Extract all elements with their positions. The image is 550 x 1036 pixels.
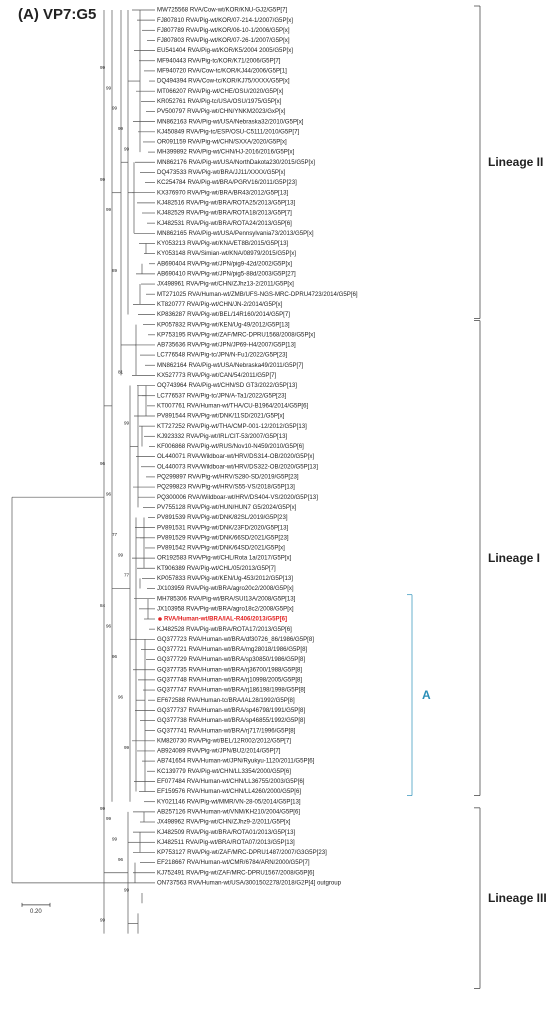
bootstrap-value: 96 — [112, 653, 118, 659]
lineage-label: Lineage III — [488, 891, 547, 906]
leaf-label: MW725568 RVA/Cow-wt/KOR/KNU-GJ2/G5P[7] — [157, 6, 288, 14]
lineage-label: Lineage II — [488, 155, 544, 170]
leaf-label: KJ482529 RVA/Pig-wt/BRA/ROTA18/2013/G5P[7] — [157, 209, 292, 217]
leaf-label: AB741654 RVA/Human-wt/JPN/Ryukyu-1120/2011/G5P[6] — [157, 757, 315, 765]
leaf-label: GQ377737 RVA/Human-wt/BRA/sp46798/1991/G5P[8] — [157, 706, 306, 714]
leaf-label: KP057832 RVA/Pig-wt/KEN/Ug-49/2012/G5P[13] — [157, 321, 290, 329]
bootstrap-value: 99 — [124, 146, 130, 152]
leaf-label: PQ299897 RVA/Pig-wt/HRV/S280-SD/2019/G5P[23] — [157, 473, 299, 481]
leaf-label: FJ807803 RVA/Pig-wt/KOR/07-26-1/2007/G5P[x] — [157, 37, 290, 45]
bootstrap-value: 89 — [112, 268, 118, 274]
leaf-label: KX376970 RVA/Pig-wt/BRA/BR43/2012/G5P[13] — [157, 189, 289, 197]
leaf-label: KR052761 RVA/Pig-tc/USA/OSU/1975/G5P[x] — [157, 97, 282, 105]
leaf-label: KP836287 RVA/Pig-wt/BEL/14R160/2014/G5P[7] — [157, 311, 290, 319]
leaf-label: GQ377748 RVA/Human-wt/BRA/rj10998/2005/G5P[8] — [157, 676, 303, 684]
leaf-label: MN862176 RVA/Pig-wt/USA/NorthDakota230/2015/G5P[x] — [157, 158, 315, 166]
leaf-label: OR091159 RVA/Pig-wt/CHN/SXXA/2020/G5P[x] — [157, 138, 287, 146]
highlight-marker-icon — [158, 617, 162, 621]
bootstrap-value: 99 — [100, 65, 106, 71]
leaf-label: EF218667 RVA/Human-wt/CMR/6784/ARN/2000/G5P[7] — [157, 859, 310, 867]
figure-title: (A) VP7:G5 — [18, 6, 97, 23]
leaf-label: KJ482528 RVA/Pig-wt/BRA/ROTA17/2013/G5P[6] — [157, 625, 292, 633]
lineage-label: Lineage I — [488, 551, 541, 566]
bootstrap-value: 99 — [106, 85, 112, 91]
scale-bar-label: 0.20 — [30, 908, 42, 915]
leaf-label: MT271025 RVA/Human-wt/ZMB/UFS-NGS-MRC-DPRU4723/2014/G5P[6] — [157, 290, 358, 298]
leaf-label: LC776548 RVA/Pig-tc/JPN/N-Fu1/2022/G5P[23] — [157, 351, 288, 359]
leaf-label: KF006868 RVA/Pig-wt/RUS/Nov10-N459/2010/G5P[6] — [157, 443, 304, 451]
leaf-label: EU541404 RVA/Pig-wt/KOR/K5/2004 2005/G5P[x] — [157, 47, 293, 55]
leaf-label: GQ377747 RVA/Human-wt/BRA/rj186198/1998/G5P[8] — [157, 686, 306, 694]
leaf-label: KX527773 RVA/Pig-wt/CAN/54/2011/G5P[7] — [157, 372, 277, 380]
leaf-label: EF077484 RVA/Human-wt/CHN/LL36755/2003/G5P[6] — [157, 778, 305, 786]
leaf-label: MN862163 RVA/Pig-wt/USA/Nebraska32/2010/G5P[x] — [157, 118, 304, 126]
bootstrap-value: 99 — [112, 105, 118, 111]
leaf-label: KT820777 RVA/Pig-wt/CHN/JN-2/2014/G5P[x] — [157, 300, 283, 308]
leaf-label: KJ482516 RVA/Pig-wt/BRA/ROTA25/2013/G5P[13] — [157, 199, 296, 207]
leaf-label: AB735636 RVA/Pig-wt/JPN/JP69-H4/2007/G5P[13] — [157, 341, 296, 349]
leaf-label: GQ377738 RVA/Human-wt/BRA/sp46855/1992/G5P[8] — [157, 717, 306, 725]
leaf-label: KT906389 RVA/Pig-wt/CHL/05/2013/G5P[7] — [157, 564, 276, 572]
leaf-label: MF940443 RVA/Pig-tc/KOR/K71/2006/G5P[7] — [157, 57, 281, 65]
leaf-label: MT066207 RVA/Pig-wt/CHE/OSU/2020/G5P[x] — [157, 87, 284, 95]
leaf-label: PV891529 RVA/Pig-wt/DNK/66SD/2021/G5P[23] — [157, 534, 289, 542]
leaf-label: OL440073 RVA/Wildboar-wt/HRV/DS322-OB/2020/G5P[13] — [157, 463, 318, 471]
leaf-label: MF940720 RVA/Cow-tc/KOR/KJ44/2006/G5P[1] — [157, 67, 287, 75]
leaf-label: PQ299823 RVA/Pig-wt/HRV/S55-VS/2018/G5P[13] — [157, 483, 295, 491]
leaf-label: AB924089 RVA/Pig-wt/JPN/BU2/2014/G5P[7] — [157, 747, 281, 755]
leaf-label: DQ494394 RVA/Cow-tc/KOR/KJ75/XXXX/G5P[x] — [157, 77, 290, 85]
leaf-label: KC254784 RVA/Pig-wt/BRA/PGRV16/2011/G5P[23] — [157, 179, 297, 187]
leaf-label: FJ807810 RVA/Pig-wt/KOR/07-214-1/2007/G5P[x] — [157, 16, 293, 24]
leaf-label: DQ473533 RVA/Pig-wt/BRA/JJ11/XXXX/G5P[x] — [157, 169, 286, 177]
bootstrap-value: 77 — [124, 572, 130, 578]
leaf-label: GQ377735 RVA/Human-wt/BRA/rj36700/1988/G5P[8] — [157, 666, 303, 674]
leaf-label: EF159576 RVA/Human-wt/CHN/LL4260/2000/G5P[6] — [157, 788, 302, 796]
bootstrap-value: 99 — [124, 887, 130, 893]
leaf-label: PV891544 RVA/Pig-wt/DNK/11SD/2021/G5P[x] — [157, 412, 285, 420]
leaf-label: OR192583 RVA/Pig-wt/CHL/Rota 1a/2017/G5P[x] — [157, 554, 292, 562]
leaf-label: PV755128 RVA/Pig-wt/HUN/HUN7 G5/2024/G5P[x] — [157, 503, 297, 511]
leaf-label: GQ377723 RVA/Human-wt/BRA/df30726_86/1986/G5P[8] — [157, 635, 314, 643]
leaf-label: PQ300006 RVA/Wildboar-wt/HRV/DS404-VS/2020/G5P[13] — [157, 493, 318, 501]
bootstrap-value: 77 — [112, 532, 118, 538]
bootstrap-value: 99 — [100, 917, 106, 923]
leaf-label: PV500797 RVA/Pig-wt/CHN/YNKM2023/GxP[x] — [157, 108, 286, 116]
leaf-label: KJ752491 RVA/Pig-wt/ZAF/MRC-DPRU1567/2008/G5P[6] — [157, 869, 315, 877]
bootstrap-value: 99 — [118, 126, 124, 132]
leaf-label: PV891542 RVA/Pig-wt/DNK/64SD/2021/G5P[x] — [157, 544, 285, 552]
leaf-label: KJ482509 RVA/Pig-wt/BRA/ROTA01/2013/G5P[13] — [157, 828, 296, 836]
leaf-label: KY021146 RVA/Pig-wt/MMR/VN-28-05/2014/G5P[13] — [157, 798, 301, 806]
leaf-label: PV891539 RVA/Pig-wt/DNK/82SL/2019/G5P[23] — [157, 514, 288, 522]
leaf-label: OQ743964 RVA/Pig-wt/CHN/SD GT3/2022/G5P[13] — [157, 382, 297, 390]
leaf-label: JX103958 RVA/Pig-wt/BRA/agro18c2/2008/G5P[x] — [157, 605, 294, 613]
leaf-label: AB690410 RVA/Pig-wt/JPN/pig5-88d/2003/G5P[27] — [157, 270, 296, 278]
leaf-label: KP753127 RVA/Pig-wt/ZAF/MRC-DPRU1487/2007/G3G5P[23] — [157, 849, 327, 857]
leaf-label: KC139779 RVA/Pig-wt/CHN/LL3354/2000/G5P[6] — [157, 767, 291, 775]
leaf-label: KJ482511 RVA/Pig-wt/BRA/ROTA07/2013/G5P[13] — [157, 838, 295, 846]
bootstrap-value: 99 — [100, 806, 106, 812]
leaf-label: KM820730 RVA/Pig-wt/BEL/12R002/2012/G5P[7] — [157, 737, 291, 745]
leaf-label: LC776537 RVA/Pig-tc/JPN/A-Ta1/2022/G5P[23] — [157, 392, 287, 400]
leaf-label: KY053148 RVA/Simian-wt/KNA/08979/2015/G5P[x] — [157, 250, 296, 258]
leaf-label: KP057833 RVA/Pig-wt/KEN/Ug-453/2012/G5P[13] — [157, 575, 293, 583]
bootstrap-value: 99 — [124, 420, 130, 426]
leaf-label: JX498962 RVA/Pig-wt/CHN/ZJhz9-2/2011/G5P[x] — [157, 818, 291, 826]
leaf-label: GQ377729 RVA/Human-wt/BRA/sp30850/1986/G5P[8] — [157, 656, 306, 664]
leaf-label: OL440071 RVA/Wildboar-wt/HRV/DS314-OB/2020/G5P[x] — [157, 453, 315, 461]
leaf-label: MH399892 RVA/Pig-wt/CHN/HJ-2016/2016/G5P[x] — [157, 148, 295, 156]
leaf-label: KY053213 RVA/Pig-wt/KNA/ET8B/2015/G5P[13] — [157, 240, 289, 248]
leaf-label: GQ377741 RVA/Human-wt/BRA/rj717/1996/G5P[8] — [157, 727, 296, 735]
leaf-label: JX103959 RVA/Pig-wt/BRA/agro20c2/2008/G5P[x] — [157, 585, 294, 593]
bootstrap-value: 96 — [106, 491, 112, 497]
leaf-label: GQ377721 RVA/Human-wt/BRA/mg28018/1986/G5P[8] — [157, 646, 308, 654]
leaf-label: KT007761 RVA/Human-wt/THA/CU-B1964/2014/G5P[6] — [157, 402, 309, 410]
bootstrap-value: 84 — [100, 603, 106, 609]
leaf-label: MN862164 RVA/Pig-wt/USA/Nebraska49/2011/G5P[7] — [157, 361, 304, 369]
leaf-label: KJ923332 RVA/Pig-wt/IRL/CIT-53/2007/G5P[13] — [157, 432, 288, 440]
bootstrap-value: 99 — [124, 745, 130, 751]
leaf-label: FJ807789 RVA/Pig-wt/KOR/06-10-1/2006/G5P[x] — [157, 26, 290, 34]
bootstrap-value: 99 — [106, 816, 112, 822]
bootstrap-value: 99 — [112, 836, 118, 842]
leaf-label: JX498961 RVA/Pig-wt/CHN/ZJhz13-2/2011/G5P[x] — [157, 280, 294, 288]
leaf-label: AB690404 RVA/Pig-wt/JPN/pig9-42d/2002/G5P[x] — [157, 260, 292, 268]
bootstrap-value: 96 — [106, 623, 112, 629]
leaf-label: KJ482531 RVA/Pig-wt/BRA/ROTA24/2013/G5P[6] — [157, 219, 292, 227]
bootstrap-value: 96 — [118, 856, 124, 862]
leaf-label: AB257126 RVA/Human-wt/VNM/KH210/2004/G5P[6] — [157, 808, 301, 816]
leaf-label: ON737563 RVA/Human-wt/USA/3001502278/2018/G2P[4] outgroup — [157, 879, 342, 887]
bootstrap-value: 99 — [118, 552, 124, 558]
leaf-label: MH785306 RVA/Pig-wt/BRA/SUI13A/2008/G5P[13] — [157, 595, 296, 603]
leaf-label: PV891531 RVA/Pig-wt/DNK/23FD/2020/G5P[13] — [157, 524, 289, 532]
bootstrap-value: 96 — [100, 460, 106, 466]
subgroup-label: A — [422, 688, 431, 703]
leaf-label: EF672588 RVA/Human-tc/BRA/IAL28/1992/G5P[8] — [157, 696, 295, 704]
bootstrap-value: 99 — [100, 176, 106, 182]
bootstrap-value: 81 — [118, 369, 124, 375]
leaf-label: KJ450849 RVA/Pig-tc/ESP/OSU-C5111/2010/G5P[7] — [157, 128, 300, 136]
leaf-label: MN862165 RVA/Pig-wt/USA/Pennsylvania73/2013/G5P[x] — [157, 229, 314, 237]
leaf-label: KP753195 RVA/Pig-wt/ZAF/MRC-DPRU1568/2008/G5P[x] — [157, 331, 315, 339]
bootstrap-value: 99 — [106, 207, 112, 213]
leaf-label: KT727252 RVA/Pig-wt/THA/CMP-001-12/2012/G5P[13] — [157, 422, 307, 430]
leaf-label-highlighted: RVA/Human-wt/BRA/IAL-R406/2013/G5P[6] — [164, 615, 288, 623]
bootstrap-value: 96 — [118, 694, 124, 700]
